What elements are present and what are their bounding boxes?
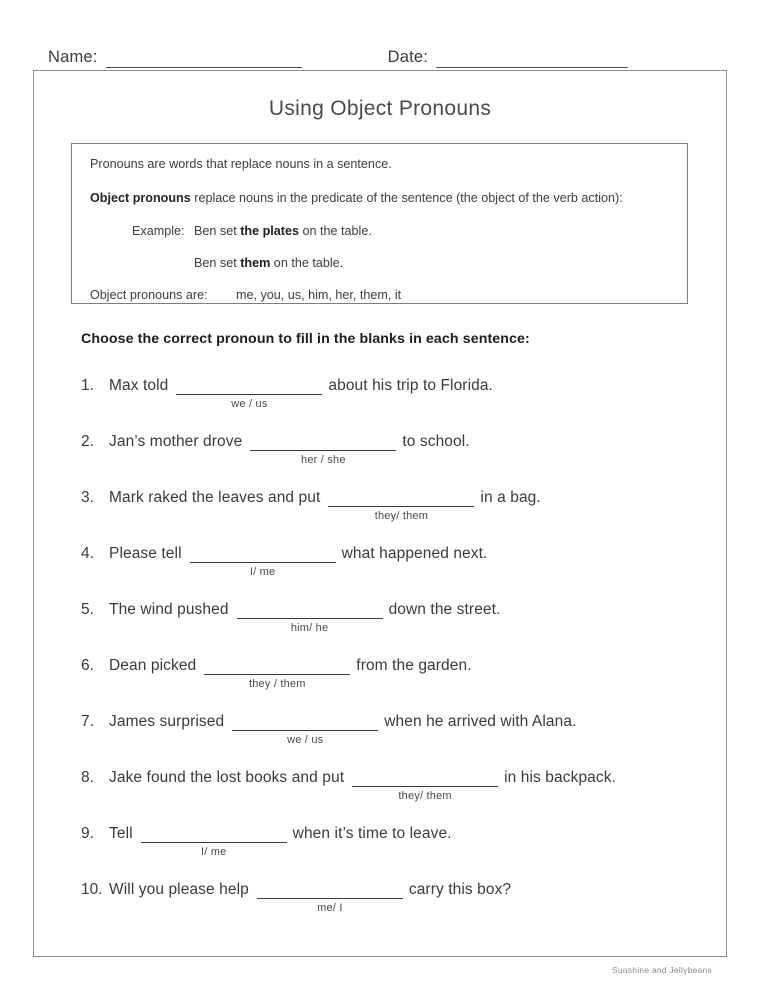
question-text-before: The wind pushed	[109, 601, 229, 618]
page-title: Using Object Pronouns	[268, 97, 492, 120]
name-date-row	[48, 40, 724, 68]
directions-text: Choose the correct pronoun to fill in the blanks in each sentence:	[81, 331, 530, 347]
date-input-rule[interactable]	[436, 51, 628, 68]
question-text-after: what happened next.	[341, 545, 488, 562]
info-definition-line: Pronouns are words that replace nouns in a sentence.	[90, 157, 392, 171]
answer-blank[interactable]	[352, 768, 498, 787]
question-text-after: about his trip to Florida.	[328, 377, 493, 394]
question-number: 2.	[81, 433, 94, 450]
example-sentence-two	[194, 256, 343, 270]
question-body	[109, 880, 511, 914]
answer-blank[interactable]	[250, 432, 396, 451]
question-body	[109, 488, 541, 522]
question-body	[109, 376, 493, 410]
question-item	[81, 432, 701, 488]
question-text-before: Dean picked	[109, 657, 197, 674]
answer-choice-hint: I/ me	[249, 566, 276, 578]
question-body	[109, 600, 500, 634]
question-text-before: Jan’s mother drove	[109, 433, 243, 450]
answer-blank[interactable]	[257, 880, 403, 899]
example-one-highlight: the plates	[240, 224, 300, 239]
answer-choice-hint: him/ he	[290, 622, 329, 634]
answer-blank[interactable]	[232, 712, 378, 731]
question-text-before: Max told	[109, 377, 169, 394]
question-text-after: from the garden.	[356, 657, 472, 674]
info-box	[71, 143, 688, 304]
question-number: 1.	[81, 377, 94, 394]
answer-blank-group	[257, 880, 403, 914]
question-body	[109, 656, 472, 690]
question-text-after: in his backpack.	[504, 769, 616, 786]
footer-credit: Sunshine and Jellybeans	[612, 965, 713, 975]
worksheet-frame	[33, 70, 727, 957]
example-row-one	[90, 224, 669, 238]
date-field	[388, 48, 628, 68]
pronoun-list-row	[90, 288, 669, 302]
answer-blank-group	[250, 432, 396, 466]
question-text-after: in a bag.	[480, 489, 541, 506]
answer-blank[interactable]	[204, 656, 350, 675]
answer-choice-hint: I/ me	[200, 846, 227, 858]
question-text-before: Please tell	[109, 545, 182, 562]
question-number: 5.	[81, 601, 94, 618]
answer-choice-hint: we / us	[231, 398, 268, 410]
question-number: 7.	[81, 713, 94, 730]
question-item	[81, 768, 701, 824]
example-row-two	[90, 256, 669, 270]
date-label: Date:	[387, 48, 429, 66]
answer-blank-group	[141, 824, 287, 858]
answer-blank-group	[232, 712, 378, 746]
example-one-post: on the table.	[299, 224, 372, 239]
question-number: 10.	[81, 881, 103, 898]
answer-blank-group	[352, 768, 498, 802]
info-object-pronoun-line	[90, 191, 669, 207]
answer-blank[interactable]	[176, 376, 322, 395]
answer-choice-hint: they/ them	[398, 790, 452, 802]
question-text-after: carry this box?	[408, 881, 512, 898]
pronoun-list-label: Object pronouns are:	[90, 288, 208, 303]
answer-blank[interactable]	[141, 824, 287, 843]
example-two-highlight: them	[240, 256, 271, 271]
name-input-rule[interactable]	[106, 51, 302, 68]
name-field	[48, 48, 302, 68]
answer-blank-group	[176, 376, 322, 410]
answer-choice-hint: we / us	[287, 734, 324, 746]
question-number: 8.	[81, 769, 94, 786]
question-text-before: Will you please help	[109, 881, 249, 898]
question-item	[81, 712, 701, 768]
question-body	[109, 712, 576, 746]
example-label: Example:	[132, 224, 185, 239]
answer-blank-group	[237, 600, 383, 634]
example-sentence-one	[194, 224, 372, 238]
question-item	[81, 656, 701, 712]
pronoun-list-values: me, you, us, him, her, them, it	[236, 288, 402, 303]
example-label-blank	[90, 256, 194, 270]
question-body	[109, 432, 470, 466]
question-text-after: when he arrived with Alana.	[384, 713, 577, 730]
answer-choice-hint: they/ them	[374, 510, 429, 522]
question-body	[109, 768, 616, 802]
question-text-after: to school.	[402, 433, 470, 450]
answer-blank[interactable]	[190, 544, 336, 563]
question-text-after: when it’s time to leave.	[292, 825, 452, 842]
example-two-post: on the table.	[270, 256, 344, 271]
question-list	[81, 376, 701, 936]
answer-blank-group	[190, 544, 336, 578]
question-body	[109, 544, 487, 578]
answer-blank-group	[328, 488, 474, 522]
question-body	[109, 824, 452, 858]
question-text-after: down the street.	[388, 601, 501, 618]
answer-choice-hint: her / she	[301, 454, 346, 466]
question-item	[81, 544, 701, 600]
example-two-pre: Ben set	[194, 256, 241, 271]
question-item	[81, 376, 701, 432]
question-item	[81, 600, 701, 656]
question-text-before: James surprised	[109, 713, 225, 730]
question-item	[81, 488, 701, 544]
question-number: 9.	[81, 825, 94, 842]
answer-blank[interactable]	[328, 488, 474, 507]
answer-choice-hint: they / them	[248, 678, 306, 690]
info-object-pronoun-rest: replace nouns in the predicate of the sentence (the object of the verb action):	[190, 190, 623, 205]
question-text-before: Tell	[109, 825, 133, 842]
question-text-before: Jake found the lost books and put	[109, 769, 345, 786]
question-number: 4.	[81, 545, 94, 562]
name-label: Name:	[48, 48, 98, 66]
answer-choice-hint: me/ I	[317, 902, 343, 914]
answer-blank[interactable]	[237, 600, 383, 619]
example-one-pre: Ben set	[194, 224, 241, 239]
question-item	[81, 880, 701, 936]
info-object-pronoun-term: Object pronouns	[90, 190, 191, 205]
question-text-before: Mark raked the leaves and put	[109, 489, 321, 506]
question-item	[81, 824, 701, 880]
answer-blank-group	[204, 656, 350, 690]
question-number: 3.	[81, 489, 94, 506]
question-number: 6.	[81, 657, 94, 674]
